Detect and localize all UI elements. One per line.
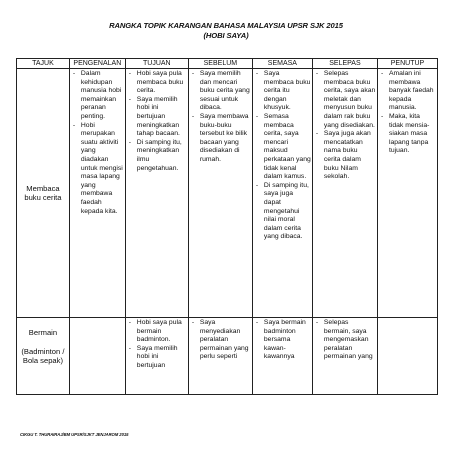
list-item: - Dalam kehidupan manusia hobi memainkan peranan penting. (72, 70, 124, 122)
topic-line: buku cerita (24, 193, 62, 202)
cell-semasa (252, 318, 312, 395)
cell-penutup (377, 318, 437, 395)
header-tajuk: TAJUK (17, 59, 70, 69)
list-item: - Saya membawa buku-buku tersebut ke bilik bacaan yang disediakan di rumah. (191, 113, 251, 165)
point-list (253, 318, 312, 362)
point-list (126, 318, 188, 371)
header-semasa: SEMASA (252, 59, 312, 69)
point-list (253, 69, 312, 242)
list-item: - Hobi merupakan suatu aktiviti yang diadakan untuk mengisi masa lapang yang membawa faedah kepada kita. (72, 122, 124, 217)
cell-sebelum (188, 69, 252, 318)
header-penutup: PENUTUP (377, 59, 437, 69)
point-list (378, 318, 437, 319)
table-row (17, 69, 438, 318)
cell-tujuan (125, 318, 188, 395)
list-item: - Selepas bermain, saya mengemaskan peralatan permainan yang (315, 319, 376, 362)
list-item: - Semasa membaca cerita, saya mencari maksud perkataan yang tidak kenal dalam kamus. (255, 113, 311, 182)
point-list (313, 69, 377, 182)
cell-sebelum (188, 318, 252, 395)
cell-selepas (312, 318, 377, 395)
document-subtitle: (HOBI SAYA) (203, 31, 249, 40)
list-item: - Saya memilih dan mencari buku cerita yang sesuai untuk dibaca. (191, 70, 251, 113)
topic-cell (17, 69, 70, 318)
cell-pengenalan (69, 69, 125, 318)
outline-table (16, 58, 438, 395)
list-item: - Saya memilih hobi ini bertujuan (128, 345, 187, 371)
header-pengenalan: PENGENALAN (69, 59, 125, 69)
footer-credit: CIKGU T. THURAIRAJ/BM UPSR/SJKT JENJAROM 2015 (20, 432, 129, 437)
point-list (313, 318, 377, 362)
table-row (17, 318, 438, 395)
topic-line: (Badminton / (21, 346, 65, 356)
header-selepas: SELEPAS (312, 59, 377, 69)
list-item: - Amalan ini membawa banyak faedah kepada manusia. (380, 70, 436, 113)
list-item: - Saya memilih hobi ini bertujuan meningkatkan tahap bacaan. (128, 96, 187, 139)
point-list (70, 69, 125, 216)
topic-line: Membaca (26, 183, 60, 193)
document-title: RANGKA TOPIK KARANGAN BAHASA MALAYSIA UPSR SJK 2015 (109, 21, 343, 30)
list-item: - Maka, kita tidak mensia-siakan masa lapang tanpa tujuan. (380, 113, 436, 156)
cell-selepas (312, 69, 377, 318)
list-item: - Selepas membaca buku cerita, saya akan meletak dan menyusun buku dalam rak buku yang disediakan. (315, 70, 376, 130)
list-item: - Hobi saya pula bermain badminton. (128, 319, 187, 345)
cell-pengenalan (69, 318, 125, 395)
topic-line: Bermain (28, 328, 58, 337)
point-list (189, 318, 252, 362)
topic-cell (17, 318, 70, 395)
list-item: - Saya juga akan mencatatkan nama buku cerita dalam buku Nilam sekolah. (315, 130, 376, 182)
point-list (378, 69, 437, 156)
list-item: - Saya bermain badminton bersama kawan-kawannya (255, 319, 311, 362)
list-item: - Hobi saya pula membaca buku cerita. (128, 70, 187, 96)
cell-penutup (377, 69, 437, 318)
point-list (70, 318, 125, 319)
point-list (189, 69, 252, 165)
header-row (17, 59, 438, 69)
topic-line: Bola sepak) (22, 356, 63, 365)
list-item: - Di samping itu, saya juga dapat mengetahui nilai moral dalam cerita yang dibaca. (255, 182, 311, 242)
cell-tujuan (125, 69, 188, 318)
header-sebelum: SEBELUM (188, 59, 252, 69)
list-item: - Saya membaca buku cerita itu dengan khusyuk. (255, 70, 311, 113)
list-item: - Saya menyediakan peralatan permainan yang perlu seperti (191, 319, 251, 362)
cell-semasa (252, 69, 312, 318)
header-tujuan: TUJUAN (125, 59, 188, 69)
list-item: - Di samping itu, meningkatkan ilmu pengetahuan. (128, 139, 187, 173)
point-list (126, 69, 188, 173)
